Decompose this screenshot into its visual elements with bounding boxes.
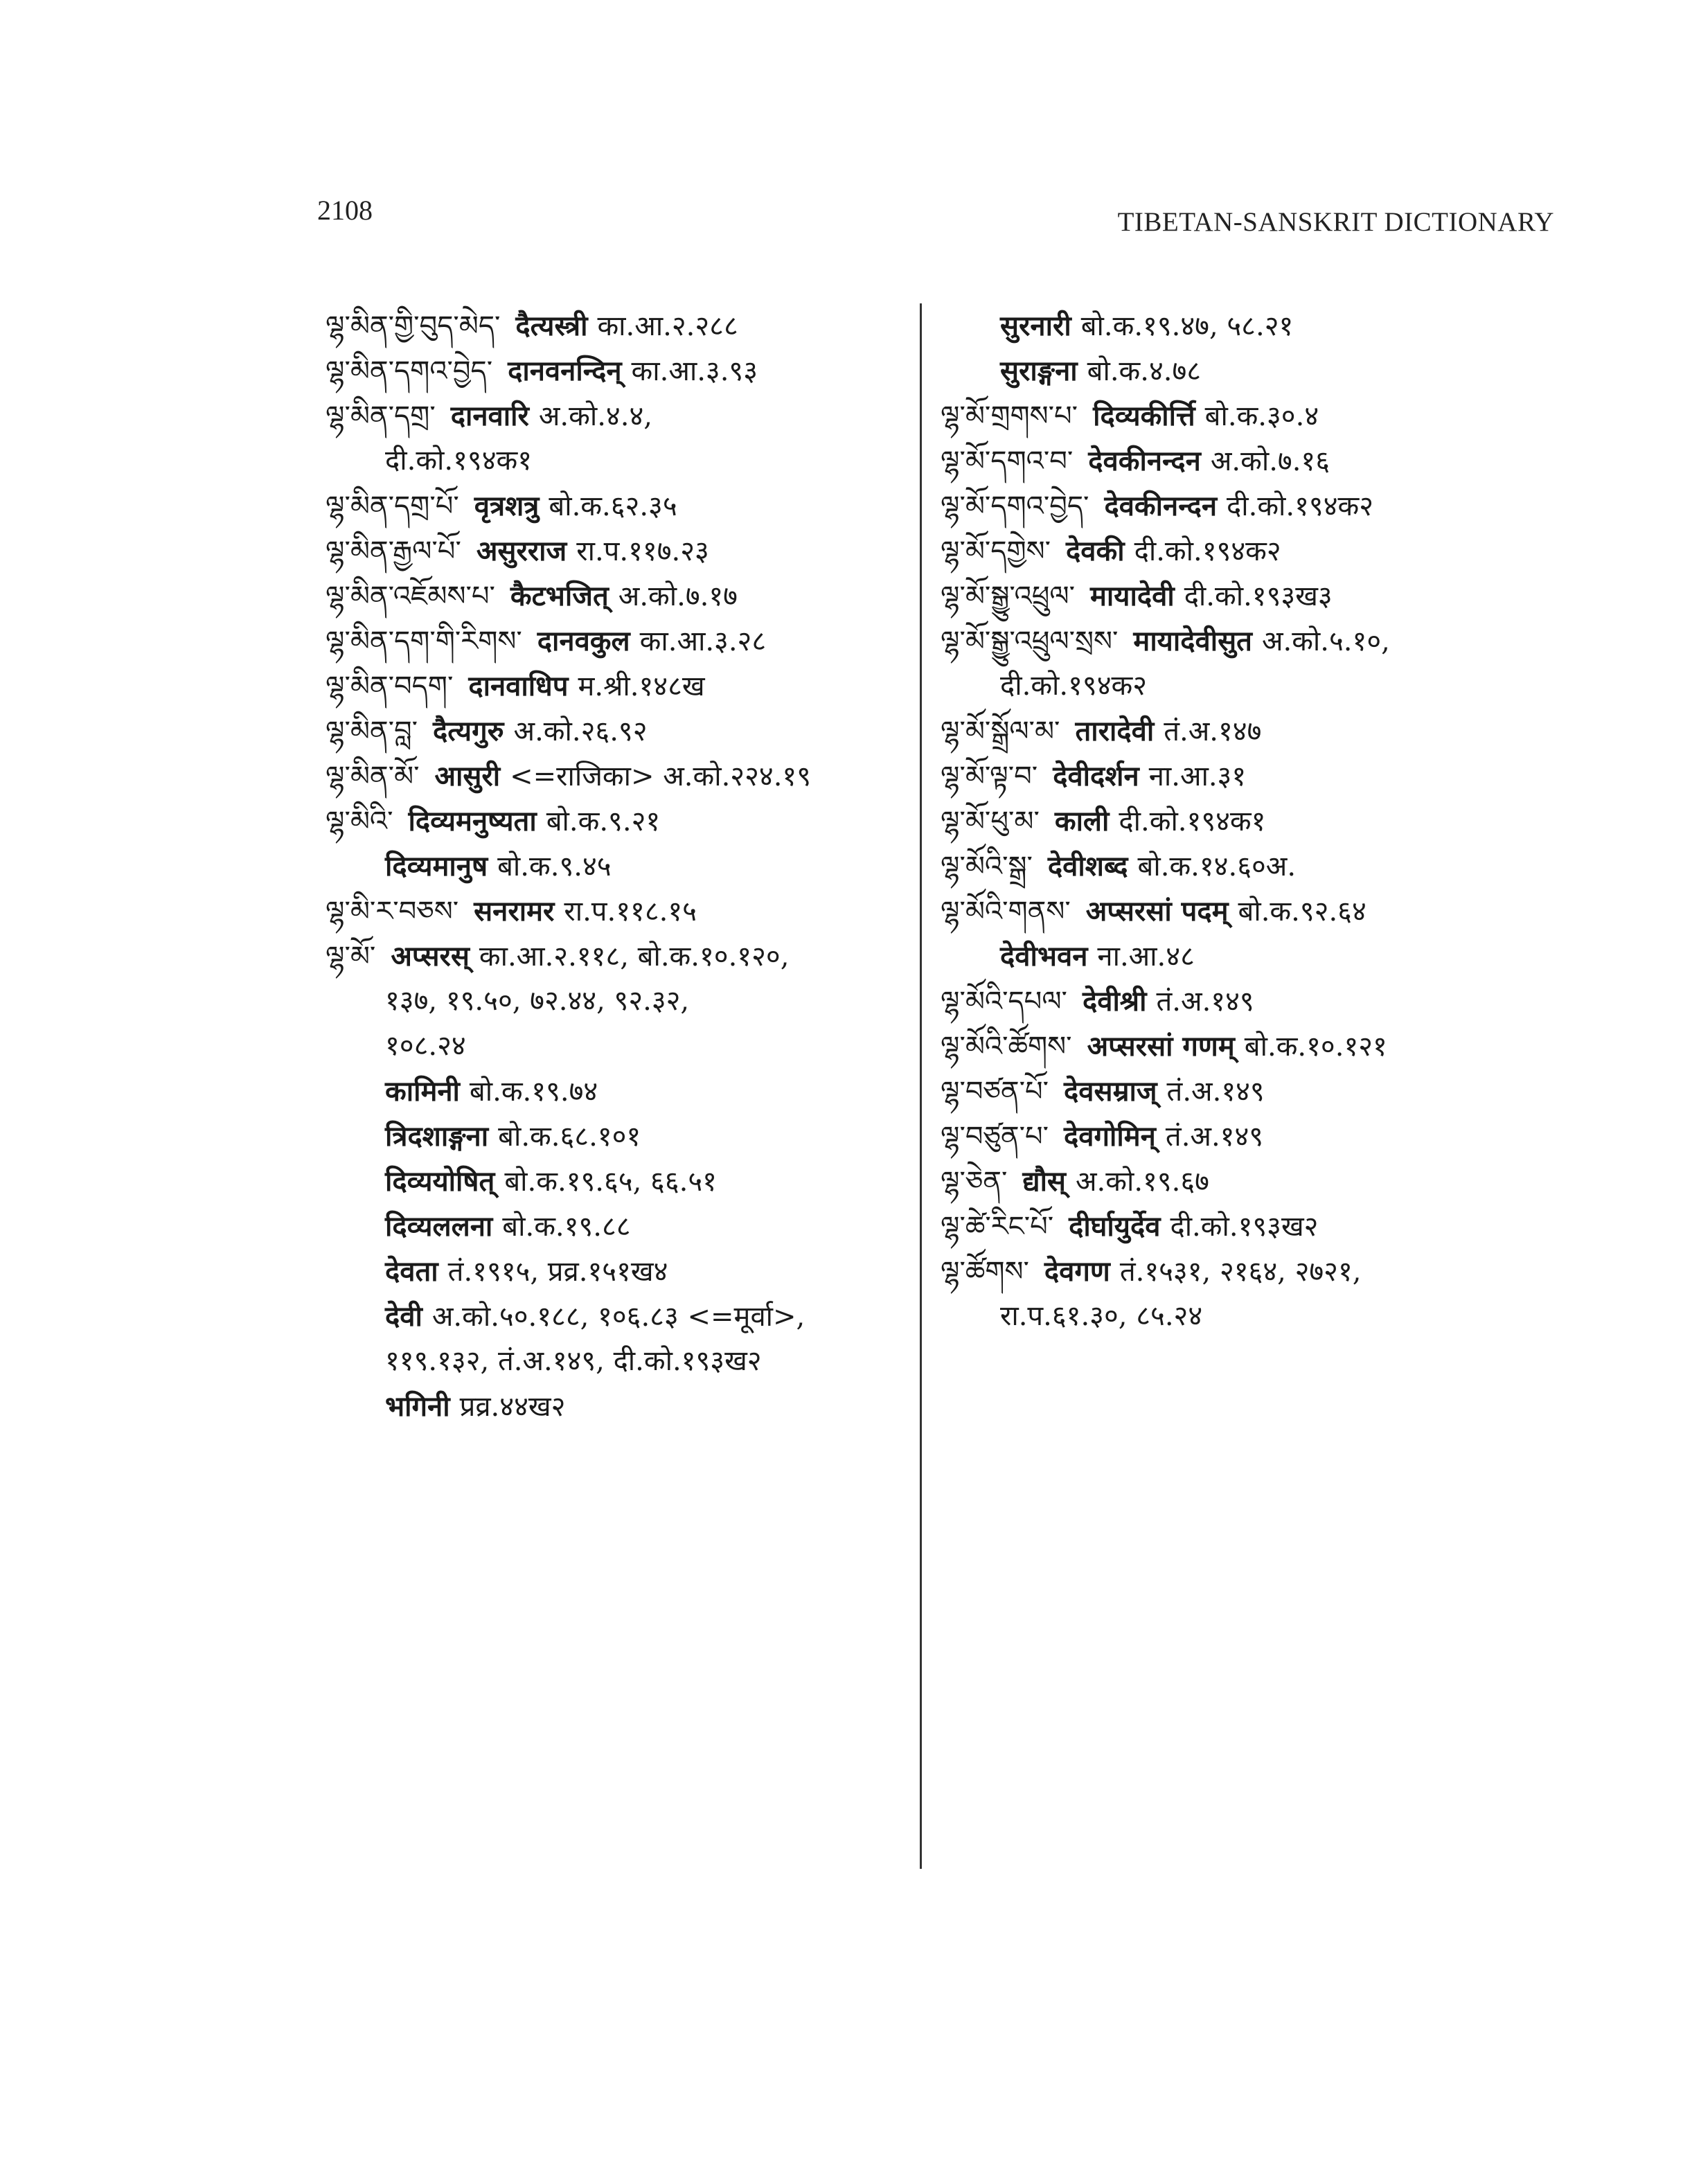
tibetan-headword: ལྷ་མོ་དགའ་བ་ (941, 445, 1074, 477)
sanskrit-equivalent: देवकी (1066, 535, 1125, 567)
sanskrit-equivalent: द्यौस् (1022, 1165, 1066, 1198)
source-reference: प्रव्र.४४ख२ (459, 1391, 566, 1423)
dictionary-entry-line (326, 483, 921, 529)
tibetan-headword: ལྷ་མིན་དག་གི་རིགས་ (326, 625, 522, 657)
dictionary-entry-line (326, 844, 921, 889)
source-reference: ना.आ.४८ (1097, 941, 1195, 973)
sanskrit-equivalent: काली (1054, 805, 1110, 837)
dictionary-entry-line (941, 934, 1550, 979)
sanskrit-equivalent: दिव्ययोषित् (385, 1165, 495, 1198)
sanskrit-equivalent: वृत्रशत्रु (474, 490, 540, 522)
source-reference: तं.अ.१४९ (1165, 1121, 1264, 1153)
tibetan-headword: ལྷ་མིན་དགྲ་ (326, 400, 436, 432)
source-reference: अ.को.५.१०, (1261, 625, 1390, 657)
dictionary-entry-line (326, 438, 921, 483)
source-reference: ना.आ.३१ (1148, 761, 1247, 792)
sanskrit-equivalent: दैत्यगुरु (433, 715, 504, 747)
tibetan-headword: ལྷ་མོ་དགྱེས་ (941, 535, 1051, 567)
sanskrit-equivalent: कामिनी (385, 1075, 460, 1108)
dictionary-entry-line (326, 1069, 921, 1114)
source-reference: तं.१५३१, २१६४, २७२१, (1119, 1256, 1362, 1288)
sanskrit-equivalent: असुरराज (476, 535, 567, 567)
dictionary-entry-line (326, 934, 921, 979)
source-reference: बो.क.६८.१०१ (498, 1121, 641, 1153)
source-reference: <=राजिका> अ.को.२२४.१९ (510, 761, 812, 792)
source-reference: दी.को.१९४क१ (1119, 806, 1266, 837)
source-reference: तं.१९१५, प्रव्र.१५१ख४ (447, 1256, 668, 1288)
dictionary-entry-line (326, 619, 921, 664)
tibetan-headword: ལྷ་མོའི་གནས་ (941, 896, 1071, 927)
sanskrit-equivalent: दिव्यमानुष (385, 850, 488, 882)
dictionary-entry-line (941, 348, 1550, 393)
page-number: 2108 (317, 195, 373, 226)
source-reference: अ.को.२६.९२ (513, 716, 648, 747)
tibetan-headword: ལྷ་མོའི་དཔལ་ (941, 986, 1067, 1018)
sanskrit-equivalent: दिव्यकीर्त्ति (1093, 400, 1195, 432)
source-reference: बो.क.६२.३५ (549, 490, 677, 522)
source-reference: बो.क.१४.६०अ. (1137, 851, 1297, 882)
dictionary-entry-line (326, 1294, 921, 1339)
tibetan-headword: ལྷ་མོའི་སྒྲ་ (941, 851, 1033, 882)
sanskrit-equivalent: देवीभवन (1000, 940, 1088, 973)
dictionary-entry-line (326, 709, 921, 754)
dictionary-entry-line (941, 574, 1550, 619)
running-header: TIBETAN-SANSKRIT DICTIONARY (1117, 207, 1554, 237)
tibetan-headword: ལྷ་མོ་ལྟ་བ་ (941, 761, 1038, 792)
tibetan-headword: ལྷ་མི་ར་བཅས་ (326, 896, 459, 927)
source-reference: अ.को.४.४, (538, 400, 652, 432)
source-reference: का.आ.२.११८, बो.क.१०.१२०, (479, 941, 790, 973)
dictionary-entry-line (941, 754, 1550, 799)
sanskrit-equivalent: आसुरी (434, 760, 501, 792)
source-reference: बो.क.१९.७४ (469, 1076, 598, 1108)
sanskrit-equivalent: देवीशब्द (1047, 850, 1128, 882)
source-reference: म.श्री.१४८ख (578, 671, 705, 702)
source-reference: रा.प.११७.२३ (576, 535, 709, 567)
dictionary-entry-line (941, 1249, 1550, 1294)
sanskrit-equivalent: अप्सरसां गणम् (1087, 1030, 1235, 1063)
dictionary-entry-line (941, 483, 1550, 529)
source-reference: दी.को.१९४क१ (385, 445, 533, 477)
dictionary-entry-line (941, 1114, 1550, 1159)
dictionary-entry-line (326, 303, 921, 348)
dictionary-entry-line (941, 303, 1550, 348)
dictionary-entry-line (326, 393, 921, 438)
source-reference: रा.प.११८.१५ (564, 896, 697, 927)
dictionary-entry-line (941, 529, 1550, 574)
sanskrit-equivalent: देवसम्राज् (1064, 1075, 1157, 1108)
sanskrit-equivalent: देवकीनन्दन (1104, 490, 1218, 522)
source-reference: तं.अ.१४९ (1166, 1076, 1265, 1108)
tibetan-headword: ལྷ་མོའི་ཚོགས་ (941, 1031, 1072, 1063)
tibetan-headword: ལྷ་མིན་བདག་ (326, 671, 454, 702)
dictionary-entry-line (326, 574, 921, 619)
dictionary-entry-line (941, 664, 1550, 709)
tibetan-headword: ལྷ་མིན་འཇོམས་པ་ (326, 580, 495, 612)
tibetan-headword: ལྷ་མིན་རྒྱལ་པོ་ (326, 535, 461, 567)
dictionary-entry-line (941, 1204, 1550, 1249)
source-reference: अ.को.५०.१८८, १०६.८३ <=मूर्वा>, (431, 1301, 805, 1333)
sanskrit-equivalent: दीर्घायुर्देव (1069, 1210, 1161, 1243)
sanskrit-equivalent: दानवकुल (537, 625, 630, 657)
dictionary-entry-line (941, 979, 1550, 1024)
sanskrit-equivalent: अप्सरस् (391, 940, 470, 973)
tibetan-headword: ལྷ་མོ་དགའ་བྱེད་ (941, 490, 1089, 522)
dictionary-entry-line (326, 664, 921, 709)
tibetan-headword: ལྷ་མོ་གྲགས་པ་ (941, 400, 1078, 432)
source-reference: ११९.१३२, तं.अ.१४९, दी.को.१९३ख२ (385, 1345, 762, 1377)
source-reference: का.आ.३.९३ (631, 355, 758, 387)
sanskrit-equivalent: दैत्यस्त्री (515, 310, 588, 342)
dictionary-entry-line (941, 393, 1550, 438)
tibetan-headword: ལྷ་མིན་བླ་ (326, 716, 418, 747)
tibetan-headword: ལྷ་མིན་མོ་ (326, 761, 420, 792)
dictionary-entry-line (326, 1159, 921, 1204)
sanskrit-equivalent: देवकीनन्दन (1088, 445, 1201, 477)
dictionary-entry-line (941, 619, 1550, 664)
source-reference: दी.को.१९३ख२ (1170, 1211, 1319, 1243)
dictionary-entry-line (941, 889, 1550, 934)
sanskrit-equivalent: कैटभजित् (510, 580, 609, 612)
dictionary-entry-line (941, 1159, 1550, 1204)
dictionary-entry-line (326, 754, 921, 799)
sanskrit-equivalent: दानवाधिप (468, 670, 569, 702)
sanskrit-equivalent: देवता (385, 1255, 438, 1288)
dictionary-entry-line (326, 348, 921, 393)
sanskrit-equivalent: देवीदर्शन (1053, 760, 1139, 792)
sanskrit-equivalent: मायादेवीसुत (1133, 625, 1252, 657)
source-reference: दी.को.१९४क२ (1000, 670, 1148, 702)
dictionary-entry-line (326, 1384, 921, 1429)
tibetan-headword: ལྷ་བཙུན་པ་ (941, 1121, 1049, 1153)
sanskrit-equivalent: अप्सरसां पदम् (1085, 895, 1229, 927)
source-reference: बो.क.१९.८८ (502, 1211, 631, 1243)
dictionary-entry-line (941, 799, 1550, 844)
source-reference: बो.क.३०.४ (1204, 400, 1319, 432)
source-reference: १०८.२४ (385, 1030, 466, 1062)
tibetan-headword: ལྷ་ཚེ་རིང་པོ་ (941, 1211, 1054, 1243)
tibetan-headword: ལྷ་བཙན་པོ་ (941, 1076, 1049, 1108)
right-column (941, 303, 1550, 1339)
dictionary-entry-line (941, 844, 1550, 889)
dictionary-entry-line (326, 1114, 921, 1159)
dictionary-entry-line (326, 1249, 921, 1294)
source-reference: बो.क.१९.६५, ६६.५१ (504, 1166, 717, 1198)
dictionary-entry-line (941, 709, 1550, 754)
dictionary-entry-line (941, 438, 1550, 483)
source-reference: बो.क.१९.४७, ५८.२१ (1080, 310, 1294, 342)
source-reference: का.आ.३.२८ (639, 625, 767, 657)
source-reference: दी.को.१९३ख३ (1184, 580, 1333, 612)
source-reference: का.आ.२.२८८ (597, 310, 738, 342)
source-reference: बो.क.९२.६४ (1238, 896, 1366, 927)
source-reference: रा.प.६१.३०, ८५.२४ (1000, 1300, 1203, 1332)
source-reference: बो.क.१०.१२१ (1244, 1031, 1387, 1063)
source-reference: अ.को.७.१७ (618, 580, 738, 612)
dictionary-entry-line (941, 1024, 1550, 1069)
sanskrit-equivalent: सुरनारी (1000, 310, 1071, 342)
dictionary-entry-line (941, 1294, 1550, 1339)
tibetan-headword: ལྷ་ཚོགས་ (941, 1256, 1029, 1288)
sanskrit-equivalent: मायादेवी (1090, 580, 1175, 612)
dictionary-entry-line (326, 1339, 921, 1384)
source-reference: बो.क.९.४५ (497, 851, 612, 882)
tibetan-headword: ལྷ་མོ་སྒྱུ་འཕྲུལ་ (941, 580, 1075, 612)
sanskrit-equivalent: देवी (385, 1300, 422, 1333)
tibetan-headword: ལྷ་མོ་སྒྱུ་འཕྲུལ་སྲས་ (941, 625, 1119, 657)
source-reference: तं.अ.१४९ (1156, 986, 1254, 1018)
dictionary-entry-line (326, 889, 921, 934)
dictionary-entry-line (326, 979, 921, 1024)
dictionary-entry-line (326, 529, 921, 574)
tibetan-headword: ལྷ་ཅེན་ (941, 1166, 1008, 1198)
sanskrit-equivalent: देवगण (1044, 1255, 1110, 1288)
tibetan-headword: ལྷ་མོ་སྒྲོལ་མ་ (941, 716, 1060, 747)
sanskrit-equivalent: दानवारि (450, 400, 529, 432)
source-reference: बो.क.४.७८ (1087, 355, 1202, 387)
tibetan-headword: ལྷ་མིན་གྱི་བུད་མེད་ (326, 310, 501, 342)
dictionary-entry-line (941, 1069, 1550, 1114)
tibetan-headword: ལྷ་མོ་ (326, 941, 376, 973)
sanskrit-equivalent: दिव्यललना (385, 1210, 493, 1243)
dictionary-entry-line (326, 1204, 921, 1249)
dictionary-entry-line (326, 1024, 921, 1069)
tibetan-headword: ལྷ་མིའི་ (326, 806, 393, 837)
sanskrit-equivalent: दानवनन्दिन् (508, 355, 622, 387)
tibetan-headword: ལྷ་མོ་ཕུ་མ་ (941, 806, 1040, 837)
source-reference: बो.क.९.२१ (546, 806, 661, 837)
tibetan-headword: ལྷ་མིན་དགྲ་པོ་ (326, 490, 459, 522)
left-column (326, 303, 921, 1429)
sanskrit-equivalent: भगिनी (385, 1390, 450, 1423)
source-reference: अ.को.७.१६ (1210, 445, 1330, 477)
source-reference: अ.को.१९.६७ (1075, 1166, 1209, 1198)
source-reference: १३७, १९.५०, ७२.४४, ९२.३२, (385, 985, 690, 1017)
sanskrit-equivalent: दिव्यमनुष्यता (408, 805, 537, 837)
sanskrit-equivalent: सुराङ्गना (1000, 355, 1078, 387)
dictionary-entry-line (326, 799, 921, 844)
source-reference: तं.अ.१४७ (1164, 716, 1262, 747)
sanskrit-equivalent: तारादेवी (1075, 715, 1155, 747)
sanskrit-equivalent: देवगोमिन् (1064, 1120, 1156, 1153)
source-reference: दी.को.१९४क२ (1227, 490, 1374, 522)
sanskrit-equivalent: त्रिदशाङ्गना (385, 1120, 489, 1153)
sanskrit-equivalent: सनरामर (474, 895, 555, 927)
tibetan-headword: ལྷ་མིན་དགའ་བྱེད་ (326, 355, 493, 387)
sanskrit-equivalent: देवीश्री (1082, 985, 1147, 1018)
source-reference: दी.को.१९४क२ (1134, 535, 1281, 567)
